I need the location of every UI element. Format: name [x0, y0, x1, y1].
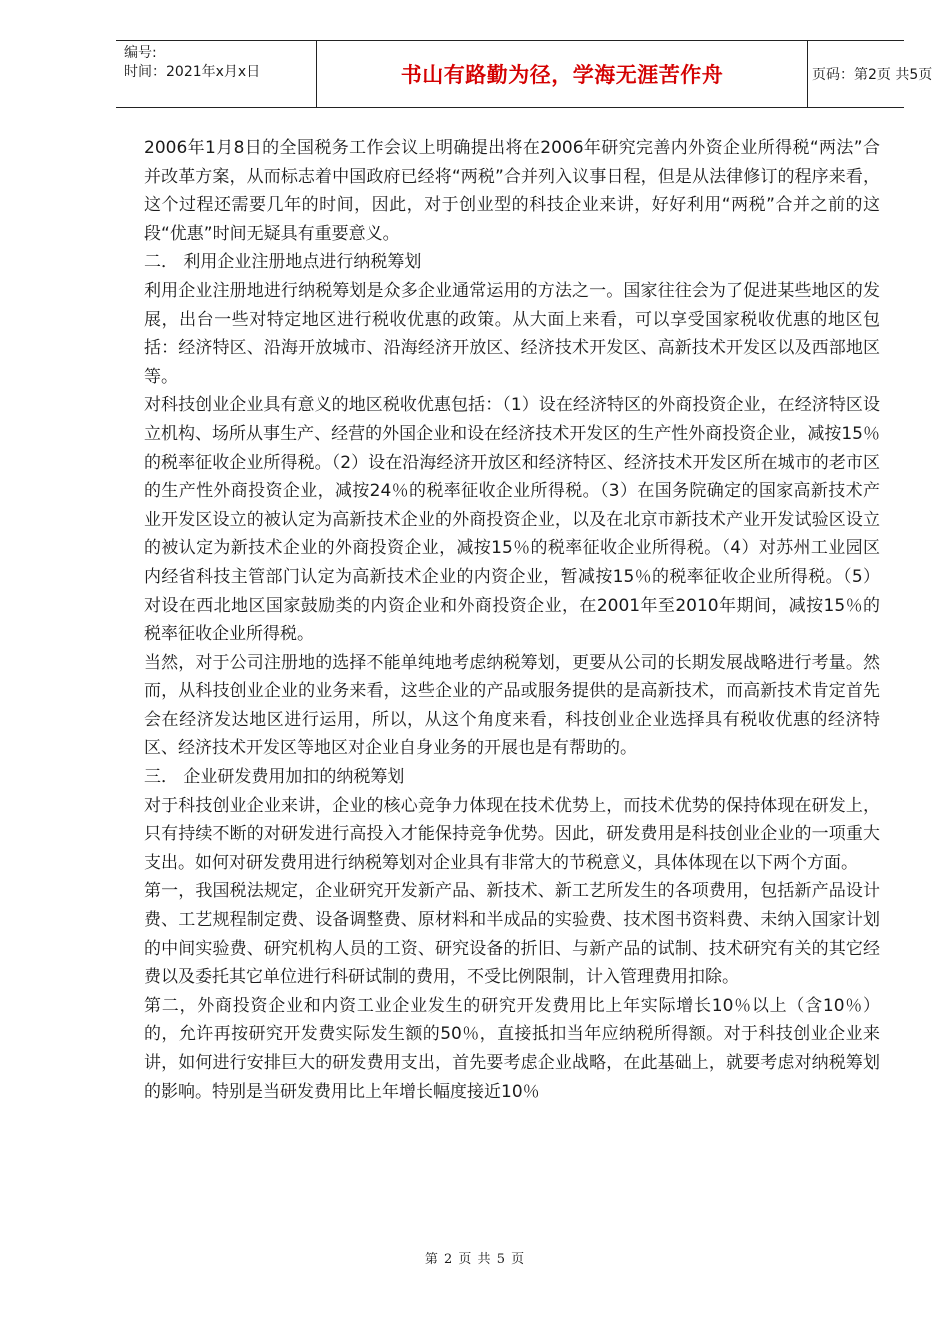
body-paragraph: 2006年1月8日的全国税务工作会议上明确提出将在2006年研究完善内外资企业所得税“两法”合并改革方案，从而标志着中国政府已经将“两税”合并列入议事日程，但是从法律修订的程序来看，这个过程还需要几年的时间，因此，对于创业型的科技企业来讲，好好利用“两税”合并之前的这段“优惠”时间无疑具有重要意义。	[144, 138, 880, 244]
header-page-number: 页码：第2页 共5页	[812, 67, 933, 83]
document-number-label: 编号:	[124, 45, 157, 61]
header-page-cell	[806, 41, 933, 107]
body-paragraph: 当然，对于公司注册地的选择不能单纯地考虑纳税筹划，更要从公司的长期发展战略进行考量。然而，从科技创业企业的业务来看，这些企业的产品或服务提供的是高新技术，而高新技术肯定首先会在经济发达地区进行运用，所以，从这个角度来看，科技创业企业选择具有税收优惠的经济特区、经济技术开发区等地区对企业自身业务的开展也是有帮助的。	[144, 652, 880, 759]
body-paragraph: 利用企业注册地进行纳税筹划是众多企业通常运用的方法之一。国家往往会为了促进某些地区的发展，出台一些对特定地区进行税收优惠的政策。从大面上来看，可以享受国家税收优惠的地区包括：经济特区、沿海开放城市、沿海经济开放区、经济技术开发区、高新技术开发区以及西部地区等。	[144, 280, 880, 387]
header-meta-cell	[116, 41, 316, 107]
header-motto-cell	[316, 41, 808, 107]
body-paragraph: 对于科技创业企业来讲，企业的核心竞争力体现在技术优势上，而技术优势的保持体现在研发上，只有持续不断的对研发进行高投入才能保持竞争优势。因此，研发费用是科技创业企业的一项重大支出。如何对研发费用进行纳税筹划对企业具有非常大的节税意义，具体体现在以下两个方面。	[144, 795, 880, 873]
document-body	[144, 134, 880, 1106]
body-paragraph: 对科技创业企业具有意义的地区税收优惠包括：（1）设在经济特区的外商投资企业，在经济特区设立机构、场所从事生产、经营的外国企业和设在经济技术开发区的生产性外商投资企业，减按15％的税率征收企业所得税。（2）设在沿海经济开放区和经济特区、经济技术开发区所在城市的老市区的生产性外商投资企业，减按24％的税率征收企业所得税。（3）在国务院确定的国家高新技术产业开发区设立的被认定为高新技术企业的外商投资企业，以及在北京市新技术产业开发试验区设立的被认定为新技术企业的外商投资企业，减按15％的税率征收企业所得税。（4）对苏州工业园区内经省科技主管部门认定为高新技术企业的内资企业，暂减按15％的税率征收企业所得税。（5）对设在西北地区国家鼓励类的内资企业和外商投资企业，在2001年至2010年期间，减按15％的税率征收企业所得税。	[144, 395, 880, 645]
section-heading-2: 二． 利用企业注册地点进行纳税筹划	[144, 252, 422, 273]
body-paragraph: 第二，外商投资企业和内资工业企业发生的研究开发费用比上年实际增长10％以上（含10％）的，允许再按研究开发费实际发生额的50％，直接抵扣当年应纳税所得额。对于科技创业企业来讲，如何进行安排巨大的研发费用支出，首先要考虑企业战略，在此基础上，就要考虑对纳税筹划的影响。特别是当研发费用比上年增长幅度接近10％	[144, 995, 880, 1102]
section-heading-3: 三． 企业研发费用加扣的纳税筹划	[144, 767, 405, 788]
document-header	[116, 40, 933, 108]
document-time-label: 时间：2021年x月x日	[124, 64, 261, 80]
page-footer: 第 2 页 共 5 页	[424, 1252, 526, 1267]
body-paragraph: 第一，我国税法规定，企业研究开发新产品、新技术、新工艺所发生的各项费用，包括新产品设计费、工艺规程制定费、设备调整费、原材料和半成品的实验费、技术图书资料费、未纳入国家计划的中间实验费、研究机构人员的工资、研究设备的折旧、与新产品的试制、技术研究有关的其它经费以及委托其它单位进行科研试制的费用，不受比例限制，计入管理费用扣除。	[144, 881, 880, 988]
header-motto: 书山有路勤为径，学海无涯苦作舟	[400, 63, 724, 87]
